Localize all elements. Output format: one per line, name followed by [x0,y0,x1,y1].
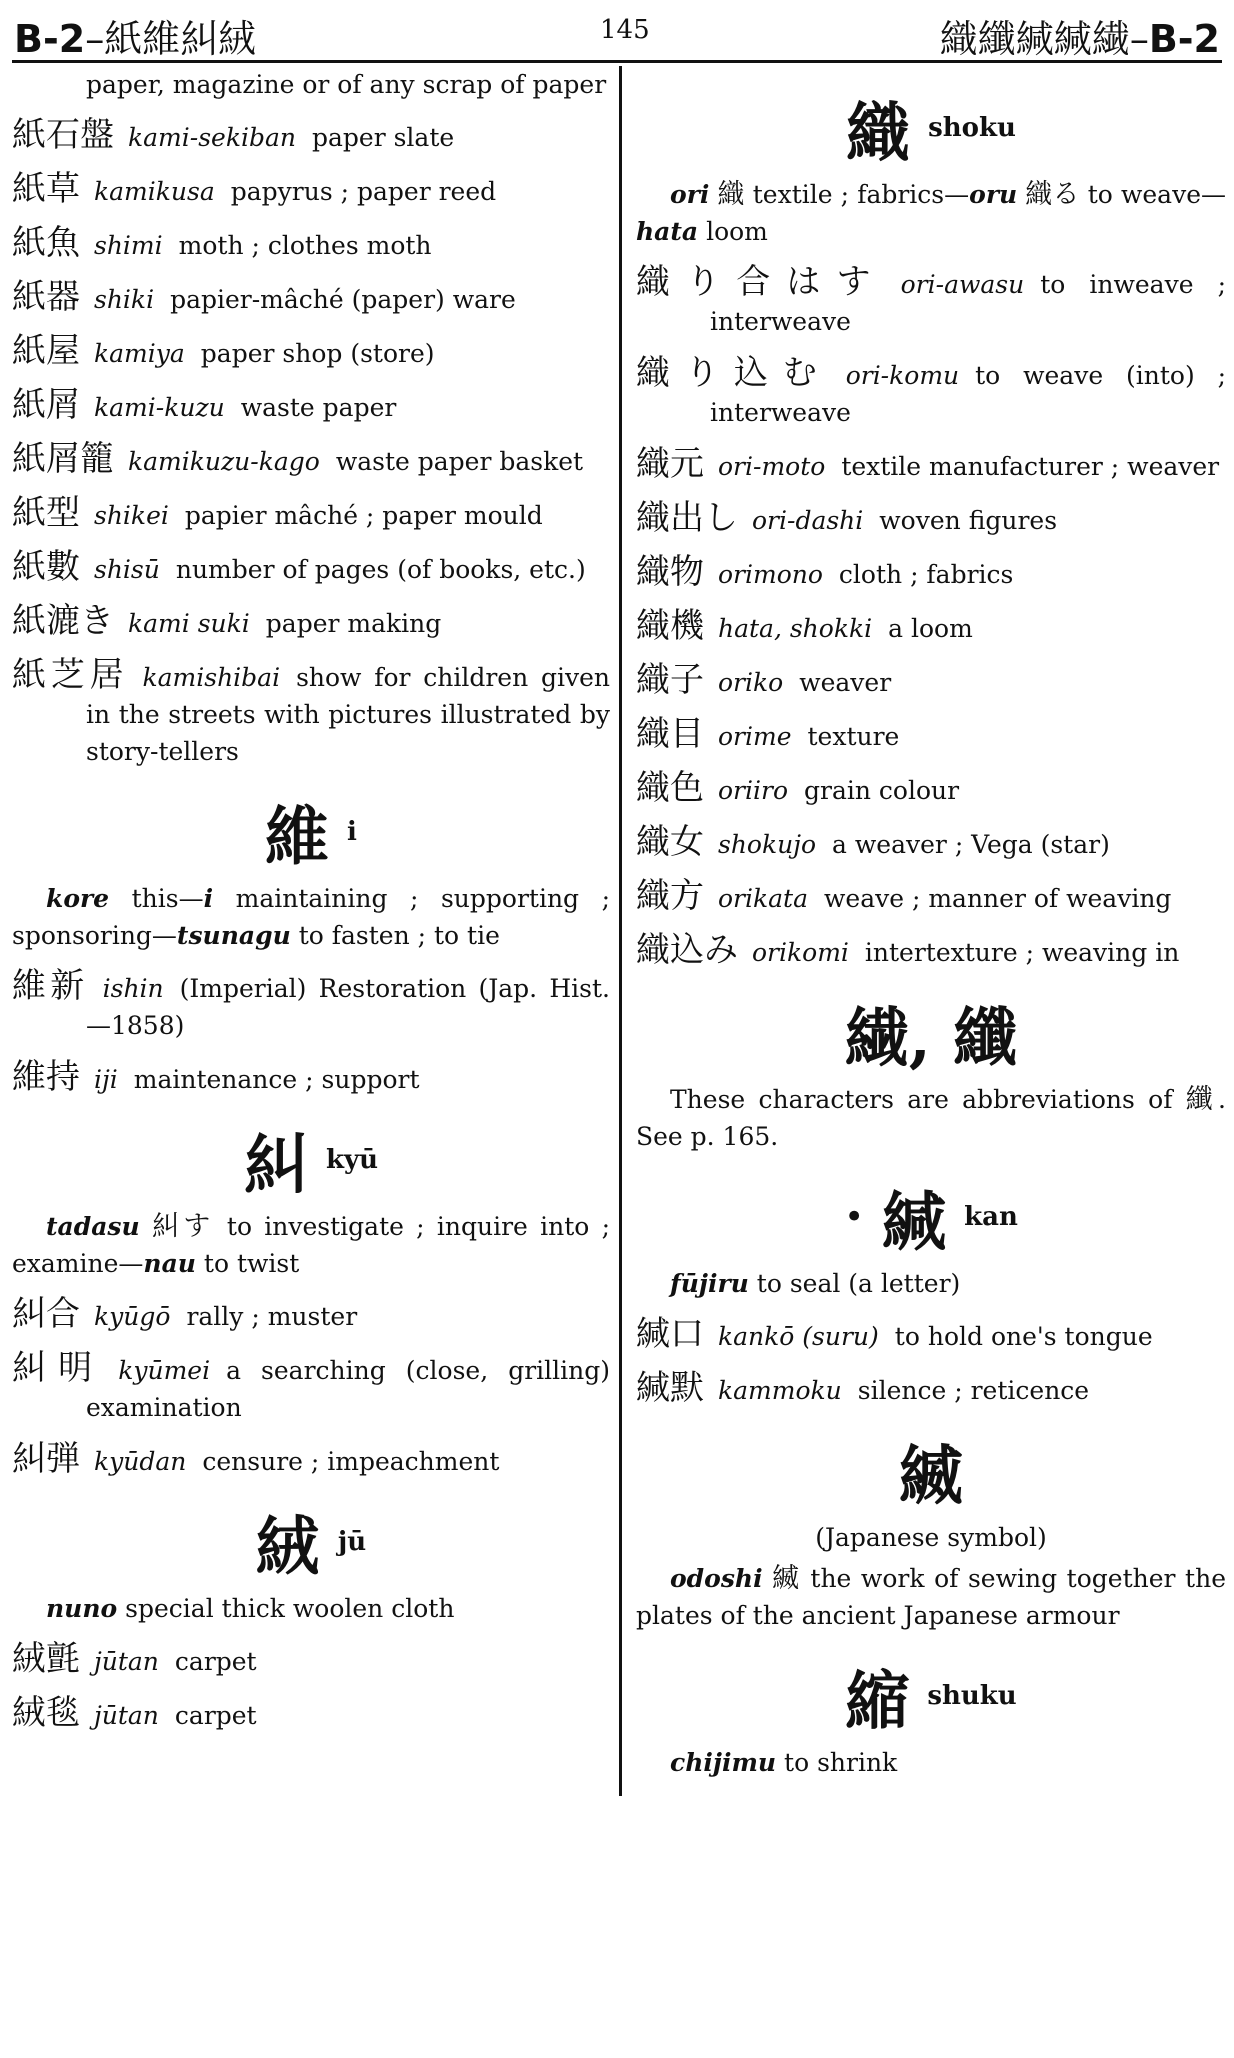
headword-kyu [12,1114,610,1203]
dictionary-entry [636,554,1226,593]
dictionary-entry [636,1370,1226,1409]
dictionary-entry [12,1059,610,1098]
header-left-dash: – [85,17,105,61]
meaning-text: special thick woolen cloth [117,1594,455,1623]
dictionary-entry [12,1350,610,1426]
dictionary-entry [636,932,1226,971]
entry-definition: maintenance ; support [133,1065,420,1094]
meaning-romaji: i [203,884,214,913]
entry-kanji: 紙石盤 [12,115,114,155]
entry-kanji: 紙屑 [12,385,80,425]
entry-definition: a weaver ; Vega (star) [832,830,1110,859]
dictionary-entry [636,500,1226,539]
entry-definition: paper making [265,609,442,638]
entry-romaji: kamiya [94,339,185,368]
dictionary-entry [12,333,610,372]
entry-definition: censure ; impeachment [202,1447,500,1476]
headword-reading: shoku [928,113,1016,143]
entry-kanji: 織色 [636,768,704,808]
entry-romaji: orimono [718,560,823,589]
entry-romaji: kamikusa [94,177,215,206]
entry-definition: carpet [174,1701,257,1730]
meaning-romaji: tadasu [46,1212,140,1241]
entry-romaji: shokujo [718,830,817,859]
dictionary-entry [12,1441,610,1480]
meaning-kanji: 織る [1025,179,1080,210]
entry-romaji: shikei [94,501,169,530]
dictionary-entry [12,279,610,318]
entry-kanji: 紙芝居 [12,655,129,695]
meaning-text: to shrink [776,1748,898,1777]
meaning-kanji: 縅 [772,1563,801,1594]
header-left-code: B-2 [14,17,86,61]
entry-romaji: orime [718,722,792,751]
entry-romaji: jūtan [94,1701,159,1730]
entry-kanji: 織出し [636,498,738,538]
headword-kanji: 絨 [255,1510,320,1585]
entry-definition: a searching (close, grilling) examination [86,1356,610,1422]
entry-definition: moth ; clothes moth [178,231,432,260]
entry-definition: textile manufacturer ; weaver [841,452,1220,481]
entry-romaji: kankō (suru) [718,1322,879,1351]
entry-definition: number of pages (of books, etc.) [175,555,586,584]
right-column [636,66,1226,1795]
header-right-dash: – [1129,17,1149,61]
meaning-kanji: 糾す [151,1211,215,1242]
headword-odoshi-meaning [636,1560,1226,1634]
entry-kanji: 維新 [12,966,89,1006]
meaning-romaji: odoshi [670,1564,763,1593]
entry-romaji: ori-komu [845,361,960,390]
headword-kyu-meaning [12,1208,610,1282]
headword-reading: shuku [927,1681,1017,1711]
dictionary-entry [12,657,610,770]
entry-definition: a loom [888,614,973,643]
entry-definition: paper shop (store) [200,339,435,368]
headword-kanji: 縮 [845,1664,910,1739]
headword-kanji: 維 [265,800,330,875]
entry-romaji: shisū [94,555,160,584]
header-left-kanji: 紙維糾絨 [104,17,257,61]
headword-kan [636,1171,1226,1260]
entry-romaji: shiki [94,285,155,314]
entry-definition: papier-mâché (paper) ware [170,285,516,314]
dictionary-entry [636,355,1226,431]
dictionary-entry [12,495,610,534]
entry-kanji: 絨毯 [12,1693,80,1733]
dictionary-entry [636,608,1226,647]
entry-definition: weaver [799,668,892,697]
dictionary-entry [12,441,610,480]
headword-reading: kyū [325,1145,379,1175]
entry-kanji: 織女 [636,822,704,862]
entry-kanji: 糾弾 [12,1439,80,1479]
left-column [12,66,610,1749]
entry-romaji: ori-moto [718,452,826,481]
entry-romaji: ori-dashi [752,506,864,535]
header-left [14,8,256,63]
entry-kanji: 紙草 [12,169,80,209]
entry-definition: intertexture ; weaving in [864,938,1180,967]
entry-romaji: kyūdan [94,1447,187,1476]
headword-kanji: 織 [846,96,911,171]
entry-romaji: oriko [718,668,784,697]
meaning-text: to fasten ; to tie [290,921,500,950]
meaning-romaji: fūjiru [670,1269,749,1298]
headword-reading: jū [337,1527,367,1557]
header-rule [12,60,1222,63]
headword-shuku-meaning [636,1744,1226,1781]
headword-shuku [636,1650,1226,1739]
headword-kanji: 縅 [899,1439,963,1514]
entry-kanji: 緘口 [636,1314,704,1354]
entry-kanji: 緘默 [636,1368,704,1408]
meaning-romaji: chijimu [670,1748,777,1777]
headword-i-meaning [12,880,610,954]
meaning-romaji: kore [46,884,110,913]
page-header [0,0,1234,64]
entry-romaji: orikata [718,884,809,913]
entry-definition: waste paper [240,393,397,422]
dictionary-entry [12,117,610,156]
headword-shoku [636,82,1226,171]
headword-kan-meaning [636,1265,1226,1302]
entry-kanji: 織子 [636,660,704,700]
meaning-text: loom [698,217,768,246]
entry-romaji: kyūgō [94,1302,171,1331]
japanese-symbol-note: (Japanese symbol) [815,1523,1047,1552]
entry-kanji: 織元 [636,444,704,484]
dictionary-entry [636,264,1226,340]
note-text: These characters are abbreviations of [670,1085,1186,1114]
entry-romaji: shimi [94,231,163,260]
dictionary-entry [12,225,610,264]
headword-reading: i [347,817,357,847]
note-kanji: 纖 [1185,1084,1219,1115]
column-divider [619,66,622,1796]
entry-definition: rally ; muster [186,1302,358,1331]
entry-definition: paper slate [311,123,455,152]
entry-definition: waste paper basket [335,447,584,476]
entry-definition: to hold one's tongue [894,1322,1153,1351]
entry-kanji: 紙數 [12,547,80,587]
entry-definition: (Imperial) Restoration (Jap. Hist.—1858) [86,974,611,1040]
headword-reading: kan [964,1202,1018,1232]
entry-romaji: ishin [102,974,164,1003]
entry-kanji: 紙型 [12,493,80,533]
headword-kanji: 糾 [243,1128,308,1203]
entry-kanji: 紙器 [12,277,80,317]
abbreviation-note [636,1081,1226,1155]
entry-kanji: 織目 [636,714,704,754]
entry-kanji: 紙漉き [12,601,114,641]
entry-kanji: 織物 [636,552,704,592]
entry-definition: woven figures [879,506,1058,535]
entry-kanji: 織り合はす [636,262,887,302]
dictionary-entry [636,662,1226,701]
headword-ju [12,1496,610,1585]
meaning-romaji: tsunagu [176,921,291,950]
bullet-icon: • [844,1197,865,1237]
dictionary-entry [12,1695,610,1734]
entry-definition: cloth ; fabrics [838,560,1014,589]
entry-definition: texture [807,722,900,751]
headword-ju-meaning [12,1590,610,1627]
entry-romaji: oriiro [718,776,788,805]
dictionary-entry [12,1296,610,1335]
entry-definition: grain colour [804,776,960,805]
meaning-kanji: 織 [717,179,745,210]
dictionary-entry [636,1316,1226,1355]
meaning-romaji: ori [670,180,710,209]
meaning-romaji: nau [143,1249,196,1278]
dictionary-entry [12,968,610,1044]
meaning-text: to investigate ; inquire into ; examine— [12,1212,610,1278]
note-text: . See p. 165. [636,1085,1226,1151]
entry-definition: papier mâché ; paper mould [184,501,543,530]
entry-kanji: 紙屋 [12,331,80,371]
meaning-text: textile ; fabrics— [744,180,970,209]
dictionary-entry [12,387,610,426]
dictionary-entry [636,824,1226,863]
headword-i [12,786,610,875]
entry-definition: to inweave ; interweave [710,270,1226,336]
dictionary-entry [636,716,1226,755]
header-right-kanji: 織纖緘緘繊 [939,17,1130,61]
entry-romaji: kami-kuzu [94,393,225,422]
continuation-text: paper, magazine or of any scrap of paper [86,70,607,99]
entry-romaji: hata, shokki [718,614,873,643]
header-right [940,8,1220,63]
entry-list-paper [12,117,610,770]
entry-definition: carpet [174,1647,257,1676]
entry-romaji: iji [94,1065,118,1094]
entry-romaji: jūtan [94,1647,159,1676]
entry-romaji: kamishibai [142,663,281,692]
page-number: 145 [600,15,650,45]
entry-kanji: 絨氈 [12,1639,80,1679]
entry-romaji: kyūmei [118,1356,211,1385]
headword-abbreviations [636,987,1226,1076]
entry-kanji: 織込み [636,930,738,970]
entry-kanji: 紙魚 [12,223,80,263]
entry-romaji: kammoku [718,1376,842,1405]
entry-kanji: 織機 [636,606,704,646]
meaning-text: to seal (a letter) [748,1269,961,1298]
meaning-romaji: hata [636,217,699,246]
entry-definition: papyrus ; paper reed [230,177,497,206]
meaning-text: the work of sewing together the plates of the ancient Japanese armour [636,1564,1226,1630]
headword-kanji: 緘 [882,1185,947,1260]
meaning-text: maintaining ; supporting ; sponsoring— [12,884,611,950]
headword-kanji: 繊, 纖 [844,1001,1018,1076]
entry-romaji: ori-awasu [900,270,1025,299]
entry-kanji: 維持 [12,1057,80,1097]
dictionary-entry [636,770,1226,809]
entry-definition: weave ; manner of weaving [824,884,1172,913]
entry-romaji: kami suki [128,609,250,638]
dictionary-entry [636,446,1226,485]
dictionary-entry [12,1641,610,1680]
dictionary-entry [12,549,610,588]
headword-shoku-meaning [636,176,1226,250]
headword-odoshi [636,1425,1226,1514]
entry-romaji: kami-sekiban [128,123,296,152]
entry-kanji: 糾合 [12,1294,80,1334]
entry-kanji: 糾明 [12,1348,105,1388]
entry-kanji: 織り込む [636,353,832,393]
entry-romaji: kamikuzu-kago [128,447,320,476]
entry-definition: to weave (into) ; interweave [710,361,1226,427]
meaning-text: to twist [195,1249,300,1278]
entry-romaji: orikomi [752,938,849,967]
meaning-text: to weave— [1079,180,1226,209]
entry-kanji: 紙屑籠 [12,439,114,479]
dictionary-entry [636,878,1226,917]
dictionary-entry [12,603,610,642]
header-right-code: B-2 [1148,17,1220,61]
meaning-romaji: oru [969,180,1018,209]
entry-kanji: 織方 [636,876,704,916]
meaning-text: this— [109,884,204,913]
dictionary-entry [12,171,610,210]
entry-definition: silence ; reticence [857,1376,1090,1405]
meaning-romaji: nuno [46,1594,118,1623]
entry-definition: show for children given in the streets with pictures illustrated by story-tellers [86,663,610,766]
